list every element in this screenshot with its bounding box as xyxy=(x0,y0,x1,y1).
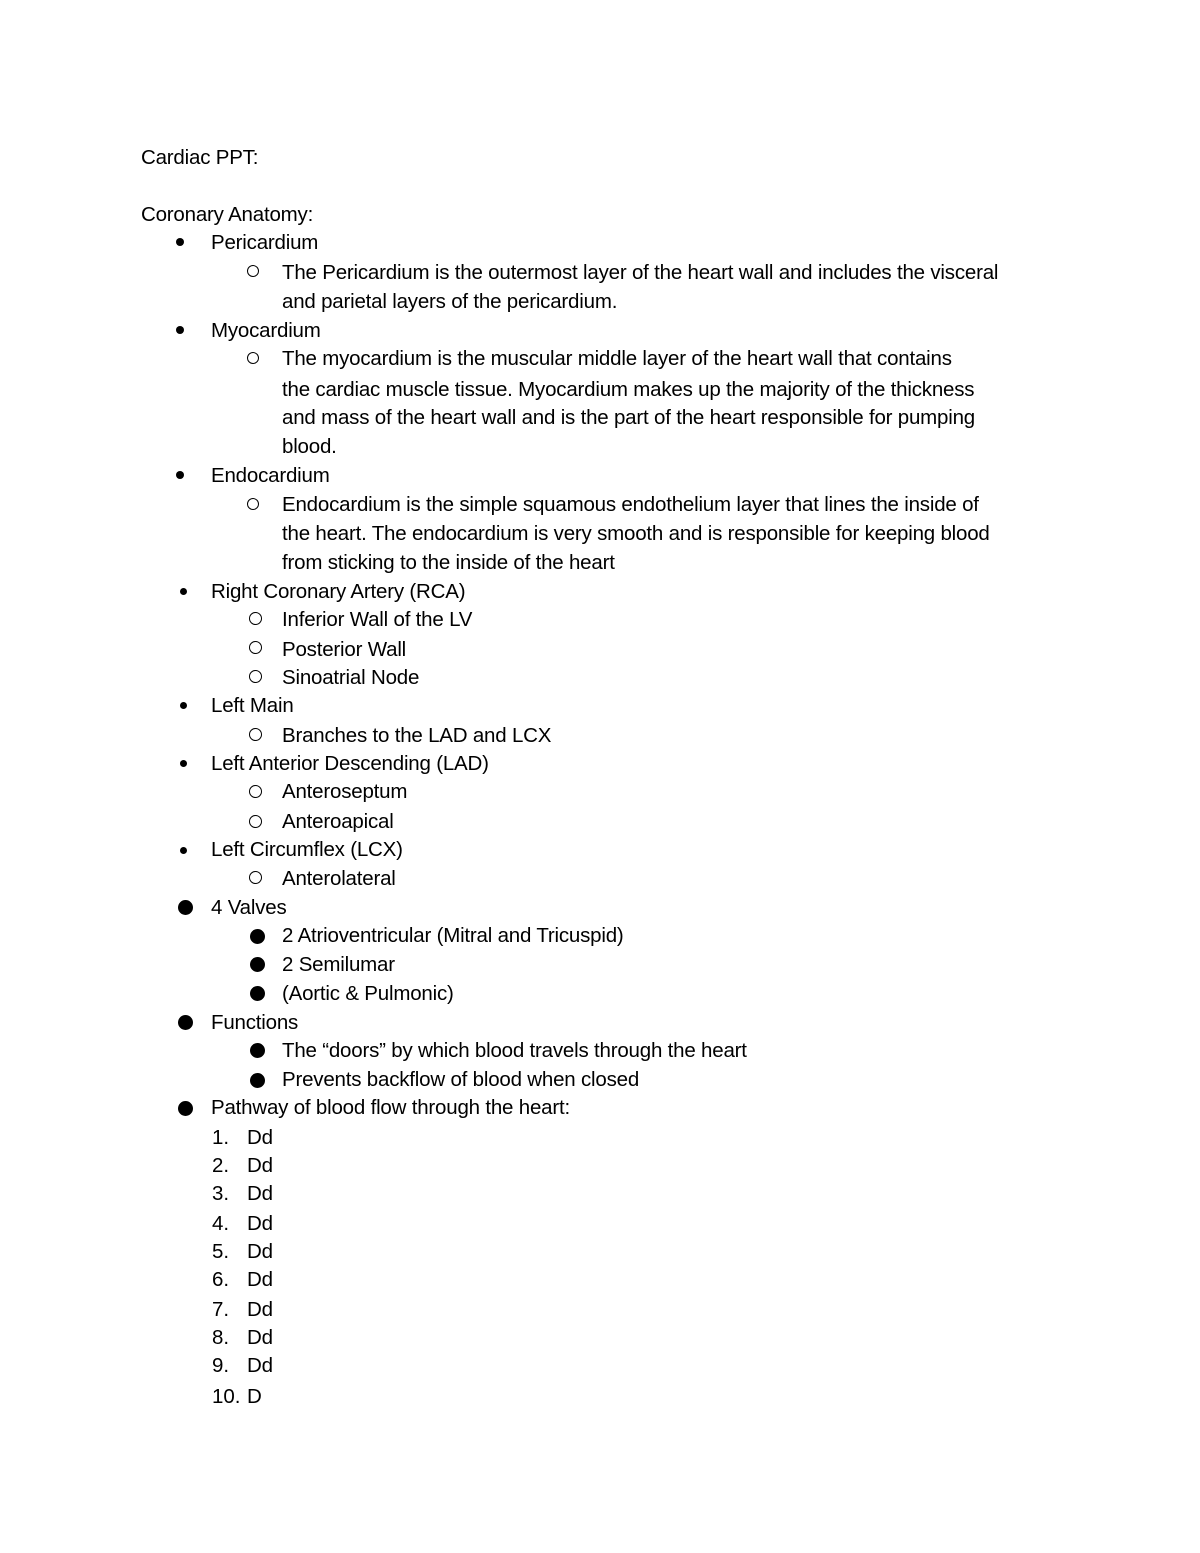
hollow-bullet-icon xyxy=(249,728,262,741)
list-number: 2. xyxy=(212,1154,230,1177)
list-number: 7. xyxy=(212,1298,230,1321)
list-number: 1. xyxy=(212,1126,230,1149)
bullet-icon xyxy=(250,929,265,944)
list-item-endocardium: Endocardium xyxy=(211,464,330,487)
list-number: 8. xyxy=(212,1326,230,1349)
list-item-rca: Right Coronary Artery (RCA) xyxy=(211,580,466,603)
section-heading: Coronary Anatomy: xyxy=(141,203,314,226)
bullet-icon xyxy=(250,957,265,972)
list-subitem: The “doors” by which blood travels through the heart xyxy=(282,1039,747,1062)
list-number: 5. xyxy=(212,1240,230,1263)
bullet-icon xyxy=(180,702,187,709)
list-number: 10. xyxy=(212,1385,241,1408)
document-title: Cardiac PPT: xyxy=(141,146,259,169)
list-step: Dd xyxy=(247,1268,273,1291)
list-subitem: The Pericardium is the outermost layer of the heart wall and includes the visceral xyxy=(282,261,999,284)
list-subitem: Posterior Wall xyxy=(282,638,407,661)
list-item-functions: Functions xyxy=(211,1011,299,1034)
list-step: Dd xyxy=(247,1212,273,1235)
list-subitem: Prevents backflow of blood when closed xyxy=(282,1068,640,1091)
bullet-icon xyxy=(176,471,184,479)
bullet-icon xyxy=(250,1073,265,1088)
list-step: Dd xyxy=(247,1354,273,1377)
hollow-bullet-icon xyxy=(249,641,262,654)
list-step: Dd xyxy=(247,1298,273,1321)
list-item-lcx: Left Circumflex (LCX) xyxy=(211,838,403,861)
bullet-icon xyxy=(180,760,187,767)
hollow-bullet-icon xyxy=(249,871,262,884)
list-subitem-continuation: the cardiac muscle tissue. Myocardium makes up the majority of the thickness xyxy=(282,378,975,401)
list-item-lad: Left Anterior Descending (LAD) xyxy=(211,752,489,775)
hollow-bullet-icon xyxy=(249,670,262,683)
list-step: Dd xyxy=(247,1240,273,1263)
list-step: Dd xyxy=(247,1126,273,1149)
hollow-bullet-icon xyxy=(249,815,262,828)
list-number: 4. xyxy=(212,1212,230,1235)
list-number: 3. xyxy=(212,1182,230,1205)
hollow-bullet-icon xyxy=(247,265,259,277)
bullet-icon xyxy=(176,326,184,334)
list-number: 9. xyxy=(212,1354,230,1377)
list-subitem: Anteroseptum xyxy=(282,780,408,803)
list-subitem: (Aortic & Pulmonic) xyxy=(282,982,454,1005)
list-subitem: Anteroapical xyxy=(282,810,394,833)
bullet-icon xyxy=(180,588,187,595)
list-subitem: Sinoatrial Node xyxy=(282,666,420,689)
list-subitem: Endocardium is the simple squamous endothelium layer that lines the inside of xyxy=(282,493,979,516)
list-number: 6. xyxy=(212,1268,230,1291)
list-item-myocardium: Myocardium xyxy=(211,319,321,342)
list-subitem-continuation: from sticking to the inside of the heart xyxy=(282,551,615,574)
list-subitem: Anterolateral xyxy=(282,867,396,890)
hollow-bullet-icon xyxy=(247,498,259,510)
bullet-icon xyxy=(250,986,265,1001)
list-subitem-continuation: and parietal layers of the pericardium. xyxy=(282,290,618,313)
list-item-valves: 4 Valves xyxy=(211,896,287,919)
list-subitem: 2 Semilumar xyxy=(282,953,395,976)
bullet-icon xyxy=(178,900,193,915)
hollow-bullet-icon xyxy=(249,785,262,798)
list-subitem: The myocardium is the muscular middle layer of the heart wall that contains xyxy=(282,347,952,370)
list-item-pericardium: Pericardium xyxy=(211,231,319,254)
list-subitem: Inferior Wall of the LV xyxy=(282,608,473,631)
list-step: Dd xyxy=(247,1154,273,1177)
list-subitem: Branches to the LAD and LCX xyxy=(282,724,552,747)
hollow-bullet-icon xyxy=(247,352,259,364)
list-step: Dd xyxy=(247,1326,273,1349)
bullet-icon xyxy=(250,1043,265,1058)
list-step: D xyxy=(247,1385,262,1408)
list-subitem-continuation: and mass of the heart wall and is the part of the heart responsible for pumping xyxy=(282,406,976,429)
list-item-pathway: Pathway of blood flow through the heart: xyxy=(211,1096,570,1119)
list-item-left-main: Left Main xyxy=(211,694,294,717)
bullet-icon xyxy=(178,1101,193,1116)
list-subitem: 2 Atrioventricular (Mitral and Tricuspid) xyxy=(282,924,624,947)
bullet-icon xyxy=(178,1015,193,1030)
bullet-icon xyxy=(180,847,187,854)
bullet-icon xyxy=(176,238,184,246)
hollow-bullet-icon xyxy=(249,612,262,625)
list-subitem-continuation: blood. xyxy=(282,435,337,458)
list-subitem-continuation: the heart. The endocardium is very smooth and is responsible for keeping blood xyxy=(282,522,990,545)
list-step: Dd xyxy=(247,1182,273,1205)
